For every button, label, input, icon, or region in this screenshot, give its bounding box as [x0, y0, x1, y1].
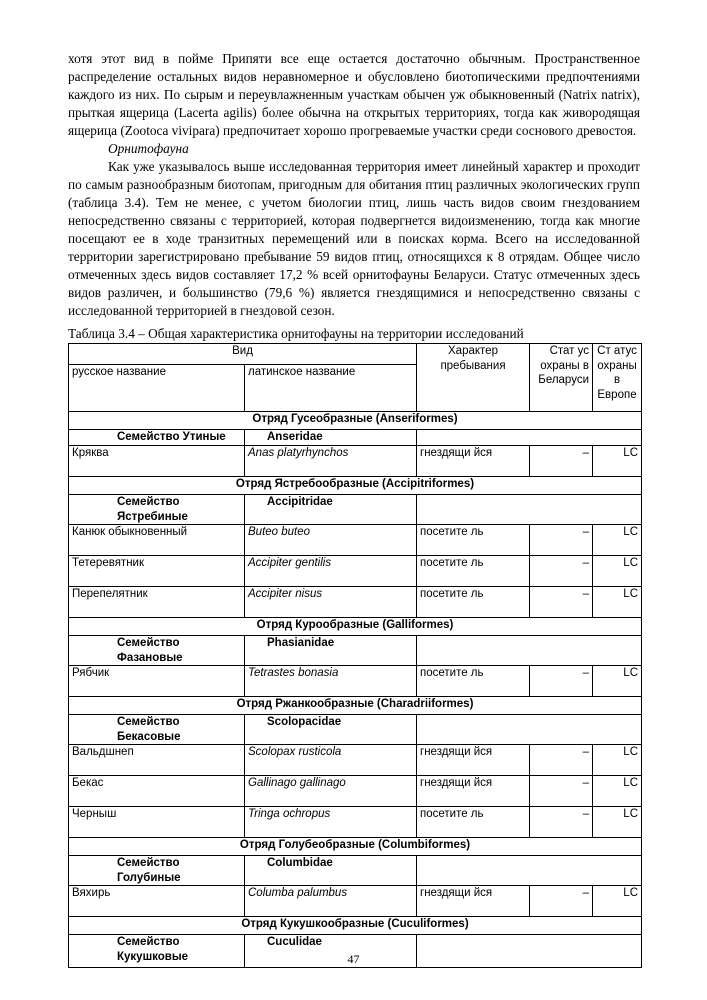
species-russian-name: Канюк обыкновенный: [69, 525, 245, 556]
species-row: [69, 807, 642, 838]
order-row: [69, 697, 642, 715]
table-body: [69, 412, 642, 968]
species-russian-name: Перепелятник: [69, 587, 245, 618]
species-status-belarus: –: [530, 446, 593, 477]
species-latin-name: Tetrastes bonasia: [245, 666, 417, 697]
species-character: посетите ль: [417, 587, 530, 618]
family-row: [69, 636, 642, 666]
family-row: [69, 715, 642, 745]
order-name: Отряд Курообразные (Galliformes): [69, 618, 642, 636]
species-status-europe: LC: [593, 666, 642, 697]
species-russian-name: Черныш: [69, 807, 245, 838]
species-row: [69, 666, 642, 697]
family-russian-name: Семейство Утиные: [69, 430, 245, 446]
species-latin-name: Gallinago gallinago: [245, 776, 417, 807]
family-empty-cell: [417, 430, 642, 446]
species-latin-name: Tringa ochropus: [245, 807, 417, 838]
species-status-belarus: –: [530, 745, 593, 776]
species-russian-name: Кряква: [69, 446, 245, 477]
family-russian-name: Семейство Голубиные: [69, 856, 245, 886]
order-row: [69, 838, 642, 856]
family-row: [69, 495, 642, 525]
family-empty-cell: [417, 495, 642, 525]
species-character: посетите ль: [417, 666, 530, 697]
family-empty-cell: [417, 636, 642, 666]
species-character: гнездящи йся: [417, 745, 530, 776]
species-status-europe: LC: [593, 587, 642, 618]
species-row: [69, 525, 642, 556]
species-character: гнездящи йся: [417, 776, 530, 807]
species-latin-name: Scolopax rusticola: [245, 745, 417, 776]
order-name: Отряд Ястребообразные (Accipitriformes): [69, 477, 642, 495]
species-character: гнездящи йся: [417, 446, 530, 477]
species-status-europe: LC: [593, 745, 642, 776]
order-name: Отряд Ржанкообразные (Charadriiformes): [69, 697, 642, 715]
species-row: [69, 886, 642, 917]
species-row: [69, 556, 642, 587]
family-russian-name: Семейство Бекасовые: [69, 715, 245, 745]
order-row: [69, 618, 642, 636]
header-latin-name: латинское название: [245, 365, 417, 412]
family-latin-name: Columbidae: [245, 856, 417, 886]
header-status-europe: Ст атус охраны в Европе: [593, 344, 642, 412]
species-row: [69, 745, 642, 776]
family-empty-cell: [417, 715, 642, 745]
family-latin-name: Phasianidae: [245, 636, 417, 666]
species-status-europe: LC: [593, 525, 642, 556]
species-latin-name: Buteo buteo: [245, 525, 417, 556]
species-character: посетите ль: [417, 807, 530, 838]
order-row: [69, 477, 642, 495]
species-status-europe: LC: [593, 776, 642, 807]
species-status-belarus: –: [530, 807, 593, 838]
species-russian-name: Бекас: [69, 776, 245, 807]
order-name: Отряд Голубеобразные (Columbiformes): [69, 838, 642, 856]
family-latin-name: Anseridae: [245, 430, 417, 446]
order-name: Отряд Кукушкообразные (Cuculiformes): [69, 917, 642, 935]
species-status-europe: LC: [593, 556, 642, 587]
species-latin-name: Accipiter gentilis: [245, 556, 417, 587]
order-row: [69, 412, 642, 430]
species-character: посетите ль: [417, 525, 530, 556]
table-caption: Таблица 3.4 – Общая характеристика орнитофауны на территории исследований: [68, 326, 524, 341]
family-russian-name: Семейство Ястребиные: [69, 495, 245, 525]
family-latin-name: Cuculidae: [245, 935, 417, 968]
species-latin-name: Accipiter nisus: [245, 587, 417, 618]
species-row: [69, 776, 642, 807]
family-row: [69, 430, 642, 446]
header-russian-name: русское название: [69, 365, 245, 412]
species-latin-name: Columba palumbus: [245, 886, 417, 917]
family-russian-name: Семейство Фазановые: [69, 636, 245, 666]
bird-species-table: [68, 343, 642, 968]
section-heading-ornithofauna: Орнитофауна: [108, 141, 189, 156]
page-number: 47: [347, 952, 360, 966]
family-russian-name: Семейство Кукушковые: [69, 935, 245, 968]
species-character: посетите ль: [417, 556, 530, 587]
species-character: гнездящи йся: [417, 886, 530, 917]
species-latin-name: Anas platyrhynchos: [245, 446, 417, 477]
header-status-belarus: Стат ус охраны в Беларуси: [530, 344, 593, 412]
order-row: [69, 917, 642, 935]
species-status-belarus: –: [530, 776, 593, 807]
species-russian-name: Вяхирь: [69, 886, 245, 917]
family-row: [69, 856, 642, 886]
species-status-belarus: –: [530, 587, 593, 618]
species-status-europe: LC: [593, 807, 642, 838]
order-name: Отряд Гусеобразные (Anseriformes): [69, 412, 642, 430]
species-russian-name: Вальдшнеп: [69, 745, 245, 776]
species-status-europe: LC: [593, 886, 642, 917]
body-text: [68, 50, 640, 320]
species-status-belarus: –: [530, 886, 593, 917]
paragraph-reptiles: хотя этот вид в пойме Припяти все еще остается достаточно обычным. Пространственное распределение остальных видов неравномерное и обусловлено биотопическими предпочтениями каждого из них. По сырым и переувлажненным участкам обычен уж обыкновенный (Natrix natrix), прыткая ящерица (Lacerta agilis) более обычна на открытых территориях, тогда как живородящая ящерица (Zootoca vivipara) предпочитает хорошо прогреваемые участки среди соснового древостоя.: [68, 51, 640, 138]
species-row: [69, 446, 642, 477]
header-species: Вид: [69, 344, 417, 365]
species-status-belarus: –: [530, 525, 593, 556]
header-character: Характер пребывания: [417, 344, 530, 412]
species-row: [69, 587, 642, 618]
paragraph-ornithofauna: Как уже указывалось выше исследованная территория имеет линейный характер и проходит по самым разнообразным биотопам, пригодным для обитания птиц различных экологических групп (таблица 3.4). Тем не менее, с учетом биологии птиц, лишь часть видов своим гнездованием непосредственно связаны с территорией, которая подвергнется видоизменению, тогда как многие посещают ее в ходе транзитных перемещений или в поисках корма. Всего на исследованной территории зарегистрировано пребывание 59 видов птиц, относящихся к 8 отрядам. Общее число отмеченных здесь видов составляет 17,2 % всей орнитофауны Беларуси. Статус отмеченных здесь видов различен, и большинство (79,6 %) является гнездящимися и непосредственно связаны с исследованной территорией в гнездовой сезон.: [68, 159, 640, 318]
family-latin-name: Accipitridae: [245, 495, 417, 525]
species-status-europe: LC: [593, 446, 642, 477]
species-status-belarus: –: [530, 666, 593, 697]
species-status-belarus: –: [530, 556, 593, 587]
family-latin-name: Scolopacidae: [245, 715, 417, 745]
species-russian-name: Рябчик: [69, 666, 245, 697]
species-russian-name: Тетеревятник: [69, 556, 245, 587]
family-empty-cell: [417, 856, 642, 886]
